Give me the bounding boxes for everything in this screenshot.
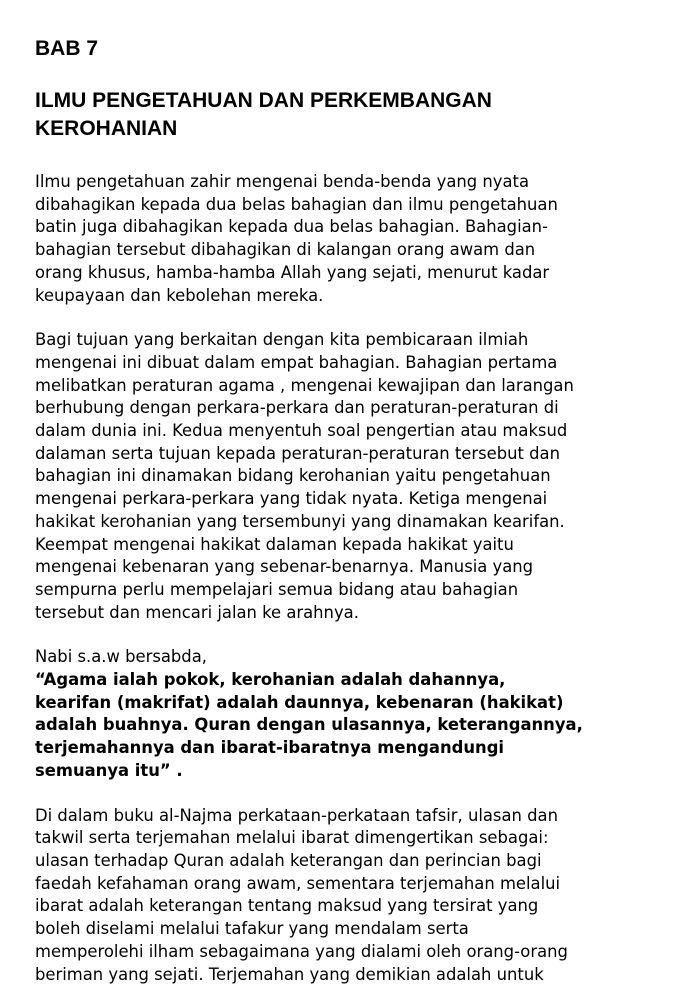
- text-line: Bagi tujuan yang berkaitan dengan kita pembicaraan ilmiah: [35, 330, 529, 350]
- quote-line: adalah buahnya. Quran dengan ulasannya, keterangannya,: [35, 715, 583, 735]
- text-line: keupayaan dan kebolehan mereka.: [35, 285, 324, 305]
- text-line: hakikat kerohanian yang tersembunyi yang dinamakan kearifan.: [35, 511, 565, 531]
- text-line: dibahagikan kepada dua belas bahagian dan ilmu pengetahuan: [35, 194, 558, 214]
- quote-line: semuanya itu” .: [35, 760, 183, 780]
- quote-line: “Agama ialah pokok, kerohanian adalah dahannya,: [35, 670, 506, 690]
- hadith-quote: [35, 669, 675, 783]
- text-line: bahagian ini dinamakan bidang kerohanian yaitu pengetahuan: [35, 466, 551, 486]
- text-line: dalaman serta tujuan kepada peraturan-peraturan tersebut dan: [35, 443, 560, 463]
- title-line: ILMU PENGETAHUAN DAN PERKEMBANGAN: [35, 89, 492, 112]
- text-line: takwil serta terjemahan melalui ibarat dimengertikan sebagai:: [35, 828, 549, 848]
- paragraph-4: [35, 805, 675, 987]
- text-line: ibarat adalah keterangan tentang maksud yang tersirat yang: [35, 896, 539, 916]
- text-line: orang khusus, hamba-hamba Allah yang sejati, menurut kadar: [35, 262, 550, 282]
- paragraph-1: [35, 171, 675, 307]
- text-line: ulasan terhadap Quran adalah keterangan dan perincian bagi: [35, 850, 542, 870]
- text-line: bahagian tersebut dibahagikan di kalangan orang awam dan: [35, 240, 536, 260]
- text-line: mengenai kebenaran yang sebenar-benarnya. Manusia yang: [35, 557, 534, 577]
- text-line: melibatkan peraturan agama , mengenai kewajipan dan larangan: [35, 375, 574, 395]
- text-line: berhubung dengan perkara-perkara dan peraturan-peraturan di: [35, 398, 559, 418]
- text-line: batin juga dibahagikan kepada dua belas bahagian. Bahagian-: [35, 217, 548, 237]
- text-line: dalam dunia ini. Kedua menyentuh soal pengertian atau maksud: [35, 421, 568, 441]
- quote-line: kearifan (makrifat) adalah daunnya, kebenaran (hakikat): [35, 692, 564, 712]
- text-line: tersebut dan mencari jalan ke arahnya.: [35, 602, 359, 622]
- paragraph-2: [35, 329, 675, 624]
- document-page: [35, 36, 675, 986]
- text-line: Keempat mengenai hakikat dalaman kepada hakikat yaitu: [35, 534, 514, 554]
- quote-line: terjemahannya dan ibarat-ibaratnya mengandungi: [35, 738, 505, 758]
- chapter-title: [35, 87, 675, 143]
- hadith-block: [35, 646, 675, 782]
- text-line: beriman yang sejati. Terjemahan yang demikian adalah untuk: [35, 964, 544, 984]
- text-line: mengenai ini dibuat dalam empat bahagian. Bahagian pertama: [35, 352, 558, 372]
- text-line: sempurna perlu mempelajari semua bidang atau bahagian: [35, 579, 519, 599]
- text-line: Ilmu pengetahuan zahir mengenai benda-benda yang nyata: [35, 172, 529, 191]
- text-line: mengenai perkara-perkara yang tidak nyata. Ketiga mengenai: [35, 489, 548, 509]
- text-line: boleh diselami melalui tafakur yang mendalam serta: [35, 919, 469, 939]
- chapter-heading: BAB 7: [35, 37, 99, 60]
- text-line: memperolehi ilham sebagaimana yang dialami oleh orang-orang: [35, 941, 568, 961]
- text-line: Di dalam buku al-Najma perkataan-perkataan tafsir, ulasan dan: [35, 805, 558, 825]
- hadith-intro: Nabi s.a.w bersabda,: [35, 647, 207, 667]
- title-line: KEROHANIAN: [35, 117, 178, 140]
- text-line: faedah kefahaman orang awam, sementara terjemahan melalui: [35, 873, 561, 893]
